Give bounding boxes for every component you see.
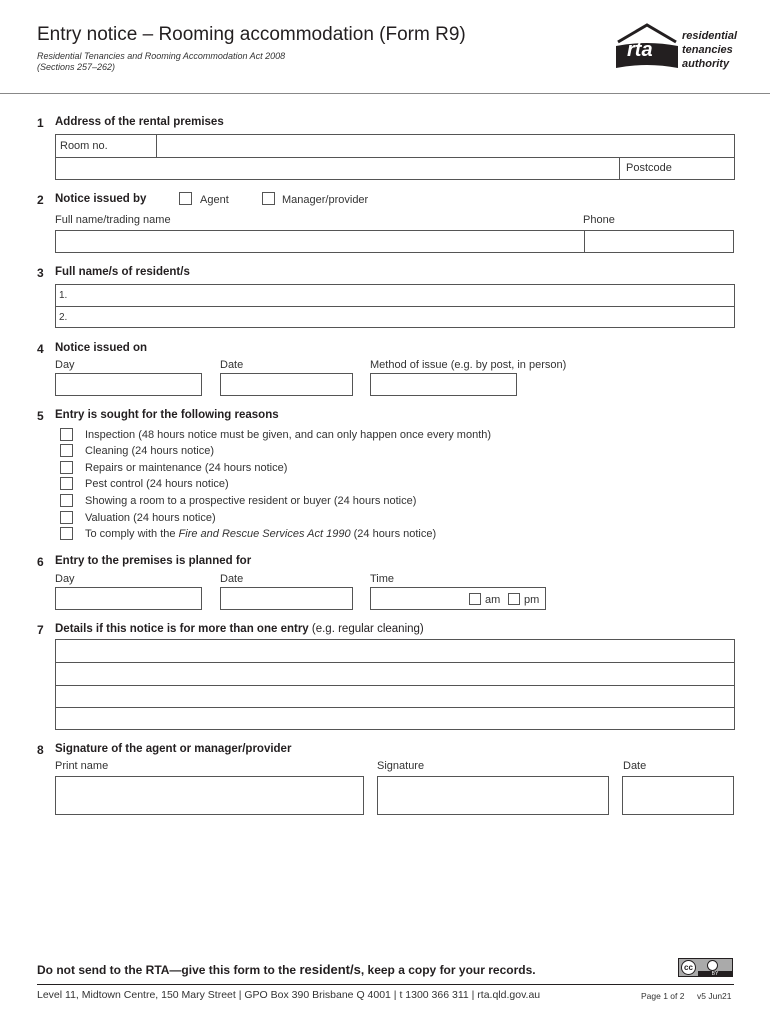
rta-line-3: authority [682, 58, 730, 70]
entry-day-label: Day [55, 573, 75, 585]
manager-checkbox[interactable] [262, 192, 275, 205]
by-person-icon [707, 960, 718, 971]
issued-day-field[interactable] [55, 373, 202, 396]
by-text: BY [711, 971, 719, 977]
header-divider [0, 93, 770, 94]
section-5-number: 5 [37, 409, 44, 423]
am-checkbox[interactable] [469, 593, 481, 605]
issued-date-label: Date [220, 359, 244, 371]
section-2-number: 2 [37, 193, 44, 207]
section-7-title-main: Details if this notice is for more than one entry [55, 623, 309, 635]
fire-rescue-act: Fire and Rescue Services Act 1990 [178, 528, 351, 540]
resident-2-label: 2. [59, 312, 68, 323]
address-field[interactable] [56, 158, 616, 179]
room-label: Room no. [60, 140, 108, 152]
section-6-number: 6 [37, 555, 44, 569]
reason-label-valuation: Valuation (24 hours notice) [85, 512, 216, 524]
pm-label: pm [524, 594, 540, 606]
method-label: Method of issue (e.g. by post, in person) [370, 359, 567, 371]
entry-date-field[interactable] [220, 587, 353, 610]
reason-checkbox-cleaning[interactable] [60, 444, 73, 457]
cc-circle-icon [681, 960, 696, 975]
agent-checkbox[interactable] [179, 192, 192, 205]
entry-time-label: Time [370, 573, 395, 585]
issued-day-label: Day [55, 359, 75, 371]
footer-notice [37, 962, 536, 977]
entry-date-label: Date [220, 573, 244, 585]
section-6-title: Entry to the premises is planned for [55, 555, 252, 567]
signature-date-field[interactable] [622, 776, 734, 815]
reason-checkbox-showing[interactable] [60, 494, 73, 507]
section-3-title: Full name/s of resident/s [55, 266, 190, 278]
resident-2-field[interactable] [72, 307, 734, 327]
method-field[interactable] [370, 373, 517, 396]
reason-checkbox-inspection[interactable] [60, 428, 73, 441]
footer-page: Page 1 of 2 [641, 991, 685, 1001]
print-name-field[interactable] [55, 776, 364, 815]
footer-notice-c: , keep a copy for your records. [360, 963, 536, 977]
reason-label-pest-control: Pest control (24 hours notice) [85, 478, 229, 490]
cc-by-badge [678, 958, 733, 977]
reason-checkbox-fire-rescue[interactable] [60, 527, 73, 540]
fullname-label: Full name/trading name [55, 214, 171, 226]
reason-checkbox-valuation[interactable] [60, 511, 73, 524]
footer-divider [37, 984, 734, 985]
reason-label-showing: Showing a room to a prospective resident or buyer (24 hours notice) [85, 495, 417, 507]
fire-rescue-suffix: (24 hours notice) [350, 528, 437, 540]
entry-day-field[interactable] [55, 587, 202, 610]
details-line-2 [55, 685, 735, 686]
section-5-title: Entry is sought for the following reasons [55, 409, 279, 421]
act-sections: (Sections 257–262) [37, 62, 116, 72]
section-7-number: 7 [37, 623, 44, 637]
footer-notice-a: Do not send to the RTA—give this form to the [37, 963, 300, 977]
resident-1-label: 1. [59, 290, 68, 301]
footer-notice-b: resident/s [299, 962, 361, 977]
phone-field[interactable] [584, 230, 734, 253]
signature-field[interactable] [377, 776, 609, 815]
postcode-divider [619, 157, 620, 180]
manager-label: Manager/provider [282, 194, 369, 206]
phone-label: Phone [583, 214, 615, 226]
by-label [698, 971, 732, 977]
reason-checkbox-pest-control[interactable] [60, 477, 73, 490]
form-title-main: Entry notice – Rooming accommodation [37, 24, 374, 45]
rta-line-1: residential [682, 30, 738, 42]
details-line-1 [55, 662, 735, 663]
signature-date-label: Date [623, 760, 647, 772]
reason-checkbox-repairs[interactable] [60, 461, 73, 474]
reason-label-inspection: Inspection (48 hours notice must be given, and can only happen once every month) [85, 429, 492, 441]
reason-label-fire-rescue [85, 528, 436, 540]
section-7-title [55, 623, 424, 635]
rta-logo [612, 22, 736, 72]
form-title [37, 24, 466, 46]
footer-address: Level 11, Midtown Centre, 150 Mary Street | GPO Box 390 Brisbane Q 4001 | t 1300 366 311 | rta.qld.gov.au [37, 989, 541, 1001]
rta-line-2: tenancies [682, 44, 733, 56]
am-label: am [485, 594, 501, 606]
rta-abbrev: rta [627, 39, 653, 61]
signature-label: Signature [377, 760, 425, 772]
section-4-title: Notice issued on [55, 342, 148, 354]
print-name-label: Print name [55, 760, 109, 772]
section-1-title: Address of the rental premises [55, 116, 224, 128]
details-line-3 [55, 707, 735, 708]
section-3-number: 3 [37, 266, 44, 280]
reason-label-repairs: Repairs or maintenance (24 hours notice) [85, 462, 288, 474]
act-name: Residential Tenancies and Rooming Accommodation Act 2008 [37, 51, 286, 61]
footer-version: v5 Jun21 [697, 991, 732, 1001]
fire-rescue-prefix: To comply with the [85, 528, 179, 540]
cc-text: cc [684, 963, 693, 972]
resident-1-field[interactable] [72, 285, 734, 306]
room-field[interactable] [157, 135, 734, 157]
section-8-number: 8 [37, 743, 44, 757]
agent-label: Agent [200, 194, 229, 206]
section-7-title-note: (e.g. regular cleaning) [308, 623, 424, 635]
form-title-code: (Form R9) [379, 24, 466, 45]
section-1-number: 1 [37, 116, 44, 130]
pm-checkbox[interactable] [508, 593, 520, 605]
issued-date-field[interactable] [220, 373, 353, 396]
section-8-title: Signature of the agent or manager/provider [55, 743, 292, 755]
postcode-label: Postcode [626, 162, 672, 174]
fullname-field[interactable] [55, 230, 585, 253]
section-4-number: 4 [37, 342, 44, 356]
reason-label-cleaning: Cleaning (24 hours notice) [85, 445, 215, 457]
section-2-title: Notice issued by [55, 193, 147, 205]
